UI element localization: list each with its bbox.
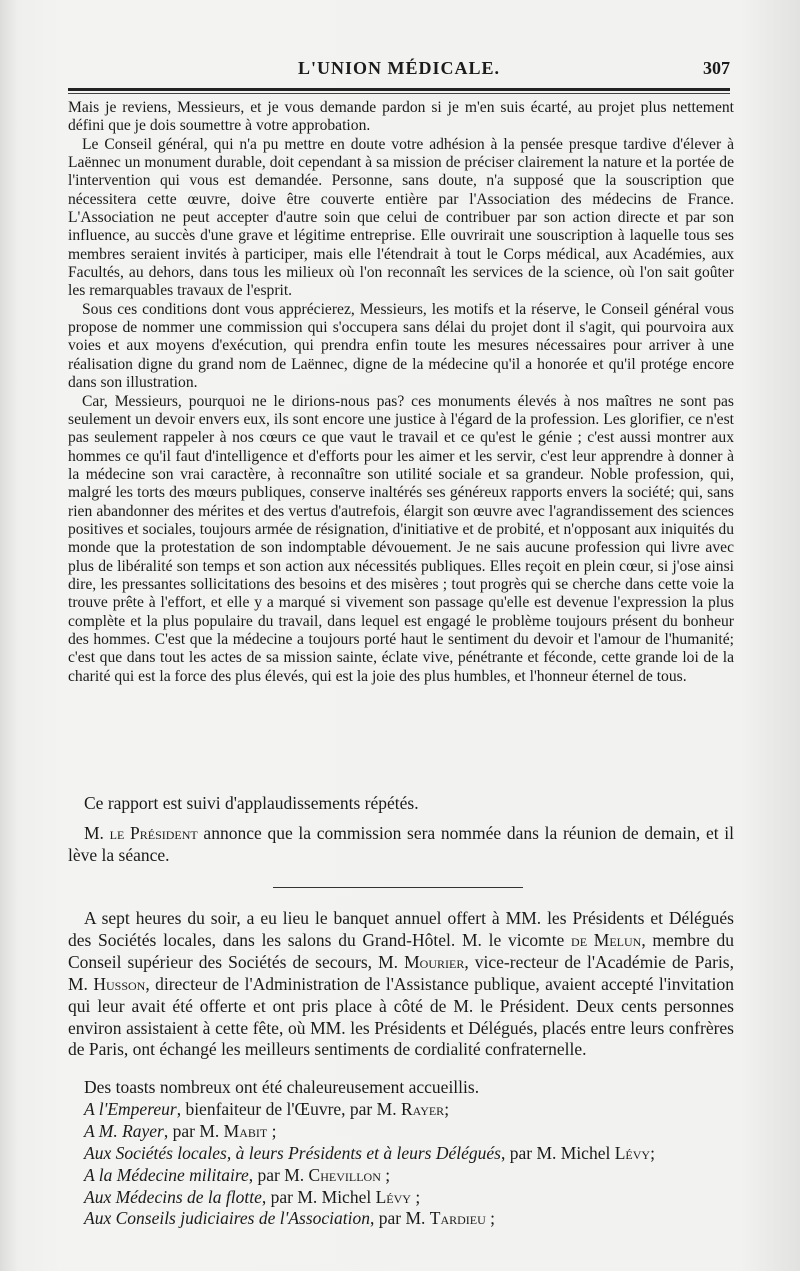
toast-item (68, 1099, 734, 1121)
report-paragraph: Le Conseil général, qui n'a pu mettre en doute votre adhésion à la pensée presque tardive d'élever à Laënnec un monument durable, doit cependant à sa mission de préciser clairement la nature et la portée de l'intervention qui vous est demandée. Personne, sans doute, n'a supposé que la souscription que nécessitera cette œuvre, doive être couverte entière par l'Association des médecins de France. L'Association ne peut accepter d'autre soin que celui de contribuer par son action directe et par son influence, au succès d'une grave et légitime entreprise. Elle ouvrirait une souscription à laquelle tous ses membres seraient invités à participer, mais elle l'étendrait à tout le Corps médical, aux Académies, aux Facultés, au dehors, dans tous les milieux où l'on reconnaît les services de la science, où l'on sait goûter les remarquables travaux de l'esprit. (68, 135, 734, 300)
applause-note: Ce rapport est suivi d'applaudissements répétés. (84, 793, 419, 813)
toast-by: Lévy (614, 1142, 651, 1163)
toast-end: ; (380, 1164, 391, 1185)
person-name: de Melun (571, 929, 642, 950)
toast-target: Aux Conseils judiciaires de l'Association (84, 1208, 370, 1229)
page-number: 307 (703, 58, 730, 78)
toast-middle: , bienfaiteur de l'Œuvre, par M. (176, 1098, 401, 1119)
toast-by: Tardieu (429, 1208, 486, 1229)
toasts-list (68, 1077, 734, 1230)
toast-middle: , par M. (163, 1120, 224, 1141)
report-paragraph: Car, Messieurs, pourquoi ne le dirions-nous pas? ces monuments élevés à nos maîtres ne sont pas seulement un devoir envers eux, ils sont encore une justice à l'égard de la profession. Les glorifier, ce n'est pas seulement rappeler à nos cœurs ce que vaut le travail et ce qu'est le génie ; c'est aussi montrer aux hommes ce qu'il faut d'intelligence et d'efforts pour les aimer et les servir, c'est leur apprendre à donner à la médecine son vrai caractère, à reconnaître son utilité sociale et sa grandeur. Noble profession, qui, malgré les torts des mœurs publiques, conserve inaltérés ses généreux rapports envers la société; qui, sans rien abandonner des mérites et des vertus d'autrefois, élargit son œuvre avec l'agrandissement des sciences positives et sociales, toujours armée de résignation, d'initiative et de probité, et n'opposant aux iniquités du monde que la protestation de son indomptable dévouement. Je ne sais aucune profession qui livre avec plus de libéralité son temps et son action aux nécessités publiques. Elles reçoit en plein cœur, si j'ose ainsi dire, les pressantes sollicitations des besoins et des misères ; tout progrès qui se cherche dans cette voie la trouve prête à l'effort, et elle y a marqué si vivement son passage qu'elle est devenue l'expression la plus complète et la plus populaire du travail, dans lequel est engagé le problème toujours présent du bonheur des hommes. C'est que la médecine a toujours porté haut le sentiment du devoir et l'amour de l'humanité; c'est que dans tout les actes de sa mission sainte, éclate vive, pénétrante et féconde, cette grande loi de la charité qui est la force des plus élevés, qui est la joie des plus humbles, et l'honneur éternel de tous. (68, 392, 734, 685)
banquet-text: , vice-recteur de l'Académie de Paris, M. (68, 951, 734, 994)
toast-target: A la Médecine militaire (84, 1164, 249, 1185)
toast-item (68, 1187, 734, 1209)
toast-end: ; (267, 1120, 277, 1141)
toast-end: ; (444, 1098, 450, 1119)
toast-item (68, 1121, 734, 1143)
toast-by: Chevillon (308, 1164, 381, 1185)
toast-end: ; (650, 1142, 655, 1163)
announcement-text: annonce que la commission sera nommée dans la réunion de demain, et il lève la séance. (68, 823, 734, 865)
banquet-text: A sept heures du soir, a eu lieu le banquet annuel offert à MM. les Présidents et Délégués des Sociétés locales, dans les salons du Grand-Hôtel. M. le vicomte (68, 908, 734, 950)
toast-middle: , par M. Michel (500, 1142, 615, 1163)
section-divider (273, 887, 523, 888)
president-announcement (68, 822, 734, 866)
toast-target: Aux Sociétés locales, à leurs Présidents et à leurs Délégués (84, 1142, 501, 1163)
header-rule-thin (68, 93, 730, 94)
person-name: Husson (93, 973, 146, 994)
toast-end: ; (485, 1208, 496, 1229)
report-paragraph: Sous ces conditions dont vous apprécierez, Messieurs, les motifs et la réserve, le Conseil général vous propose de nommer une commission qui s'occupera sans délai du projet dont il s'agit, qui pourvoira aux voies et aux moyens d'exécution, qui prendra enfin toute les mesures nécessaires pour arriver à une réalisation digne du grand nom de Laënnec, digne de la médecine qu'il a honorée et qu'il protége encore dans son illustration. (68, 300, 734, 392)
report-paragraph: Mais je reviens, Messieurs, et je vous demande pardon si je m'en suis écarté, au projet plus nettement défini que je dois soumettre à votre approbation. (68, 99, 734, 135)
speaker-name: M. le Président (84, 823, 198, 843)
toasts-intro: Des toasts nombreux ont été chaleureusement accueillis. (84, 1077, 480, 1097)
toast-middle: , par M. Michel (261, 1186, 376, 1207)
toast-item (68, 1208, 734, 1230)
running-title: L'UNION MÉDICALE. (297, 58, 501, 78)
page-header (68, 52, 730, 82)
toast-item (68, 1165, 734, 1187)
report-text (68, 99, 734, 686)
person-name: Mourier (404, 951, 465, 972)
toast-by: Lévy (375, 1186, 411, 1207)
banquet-paragraph (68, 908, 734, 1061)
header-rule (68, 88, 730, 91)
banquet-text: , directeur de l'Administration de l'Assistance publique, avaient accepté l'invitation qui leur avait été offerte et ont pris place à côté de M. le Président. Deux cents personnes environ assistaient à cette fête, où MM. les Présidents et Délégués, placés entre leurs confrères de Paris, ont échangé les meilleurs sentiments de cordialité confraternelle. (68, 973, 735, 1060)
toast-item (68, 1143, 734, 1165)
toast-target: Aux Médecins de la flotte (84, 1186, 262, 1207)
toast-end: ; (410, 1186, 421, 1207)
toast-middle: , par M. (369, 1208, 430, 1229)
toast-middle: , par M. (248, 1164, 309, 1185)
toast-target: A l'Empereur (84, 1098, 177, 1119)
toast-by: Rayer (400, 1098, 445, 1119)
banquet-text: , membre du Conseil supérieur des Sociétés de secours, M. (68, 929, 734, 972)
toast-target: A M. Rayer (84, 1120, 164, 1141)
toast-by: Mabit (223, 1120, 268, 1141)
